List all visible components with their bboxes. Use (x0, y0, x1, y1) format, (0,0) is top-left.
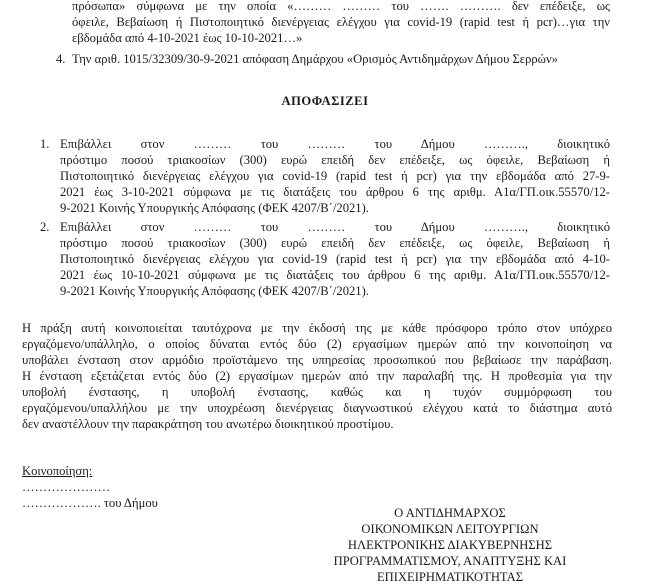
notice-line-3: υποβάλει ένσταση στον αρμόδιο προϊστάμενο της υπηρεσίας προσωπικού που βεβαίωσε την παράβαση. (22, 353, 612, 367)
intro-line-3: εβδομάδα από 4-10-2021 έως 10-10-2021…» (72, 31, 303, 45)
signature-line-5: ΕΠΙΧΕΙΡΗΜΑΤΙΚΟΤΗΤΑΣ (376, 570, 524, 584)
intro-line-2: όφειλε, Βεβαίωση ή Πιστοποιητικό διενέργειας ελέγχου για covid-19 (rapid test ή pcr)…για την (72, 15, 610, 29)
notice-line-6: εργαζόμενου/υπαλλήλου με την υποχρέωση διενέργειας διαγνωστικού ελέγχου κατά το διάστημα αυτό (22, 401, 612, 415)
decision-2-line-4: 2021 έως 10-10-2021 σύμφωνα με τις διατάξεις του άρθρου 6 της αριθμ. Α1α/ΓΠ.οικ.55570/12- (60, 268, 610, 282)
decision-1-line-1: Επιβάλλει στον ……… του ……… του Δήμου ………., διοικητικό (60, 137, 610, 151)
notice-line-2: εργαζόμενο/υπάλληλο, ο οποίος δύναται εντός δύο (2) εργασίμων ημερών από την κοινοποίηση να (22, 337, 612, 351)
decision-2-line-2: πρόστιμο ποσού τριακοσίων (300) ευρώ επειδή δεν επέδειξε, ως όφειλε, Βεβαίωση ή (60, 236, 610, 250)
intro-line-1: πρόσωπα» σύμφωνα με την οποία «……… ……… του ……. ………. δεν επέδειξε, ως (72, 0, 610, 13)
decision-1-number: 1. (40, 137, 50, 151)
notice-line-5: υποβολή ένστασης, η υποβολή ένστασης, καθώς και η τυχόν συμμόρφωση του (22, 385, 612, 399)
signature-line-4: ΠΡΟΓΡΑΜΜΑΤΙΣΜΟΥ, ΑΝΑΠΤΥΞΗΣ ΚΑΙ (333, 554, 567, 568)
decision-1-line-3: Πιστοποιητικό διενέργειας ελέγχου για covid-19 (rapid test ή pcr) για την εβδομάδα από 27-9- (60, 169, 610, 183)
signature-line-2: ΟΙΚΟΝΟΜΙΚΩΝ ΛΕΙΤΟΥΡΓΙΩΝ (361, 522, 539, 536)
decision-1-line-2: πρόστιμο ποσού τριακοσίων (300) ευρώ επειδή δεν επέδειξε, ως όφειλε, Βεβαίωση ή (60, 153, 610, 167)
cc-label: Κοινοποίηση: (22, 464, 93, 478)
cc-line-2: ………………. του Δήμου (22, 496, 158, 510)
notice-line-7: δεν αναστέλλουν την παρακράτηση του ανωτέρω διοικητικού προστίμου. (22, 417, 394, 431)
item-4-number: 4. (56, 52, 66, 66)
decision-heading: ΑΠΟΦΑΣΙΖΕΙ (281, 94, 369, 108)
signature-line-1: Ο ΑΝΤΙΔΗΜΑΡΧΟΣ (394, 506, 506, 520)
decision-1-line-5: 9-2021 Κοινής Υπουργικής Απόφασης (ΦΕΚ 4207/Β΄/2021). (60, 201, 369, 215)
item-4-text: Την αριθ. 1015/32309/30-9-2021 απόφαση Δημάρχου «Ορισμός Αντιδημάρχων Δήμου Σερρών» (72, 52, 558, 66)
decision-2-number: 2. (40, 220, 50, 234)
cc-line-1: ………………… (22, 480, 111, 494)
notice-line-4: Η ένσταση εξετάζεται εντός δύο (2) εργασίμων ημερών από την παραλαβή της. Η προθεσμία για την (22, 369, 612, 383)
decision-1-line-4: 2021 έως 3-10-2021 σύμφωνα με τις διατάξεις του άρθρου 6 της αριθμ. Α1α/ΓΠ.οικ.55570/12- (60, 185, 610, 199)
decision-2-line-5: 9-2021 Κοινής Υπουργικής Απόφασης (ΦΕΚ 4207/Β΄/2021). (60, 284, 369, 298)
decision-2-line-3: Πιστοποιητικό διενέργειας ελέγχου για covid-19 (rapid test ή pcr) για την εβδομάδα από 4-10- (60, 252, 610, 266)
signature-line-3: ΗΛΕΚΤΡΟΝΙΚΗΣ ΔΙΑΚΥΒΕΡΝΗΣΗΣ (347, 538, 553, 552)
decision-2-line-1: Επιβάλλει στον ……… του ……… του Δήμου ………., διοικητικό (60, 220, 610, 234)
notice-line-1: Η πράξη αυτή κοινοποιείται ταυτόχρονα με την έκδοσή της με κάθε πρόσφορο τρόπο στον υπόχρεο (22, 321, 612, 335)
